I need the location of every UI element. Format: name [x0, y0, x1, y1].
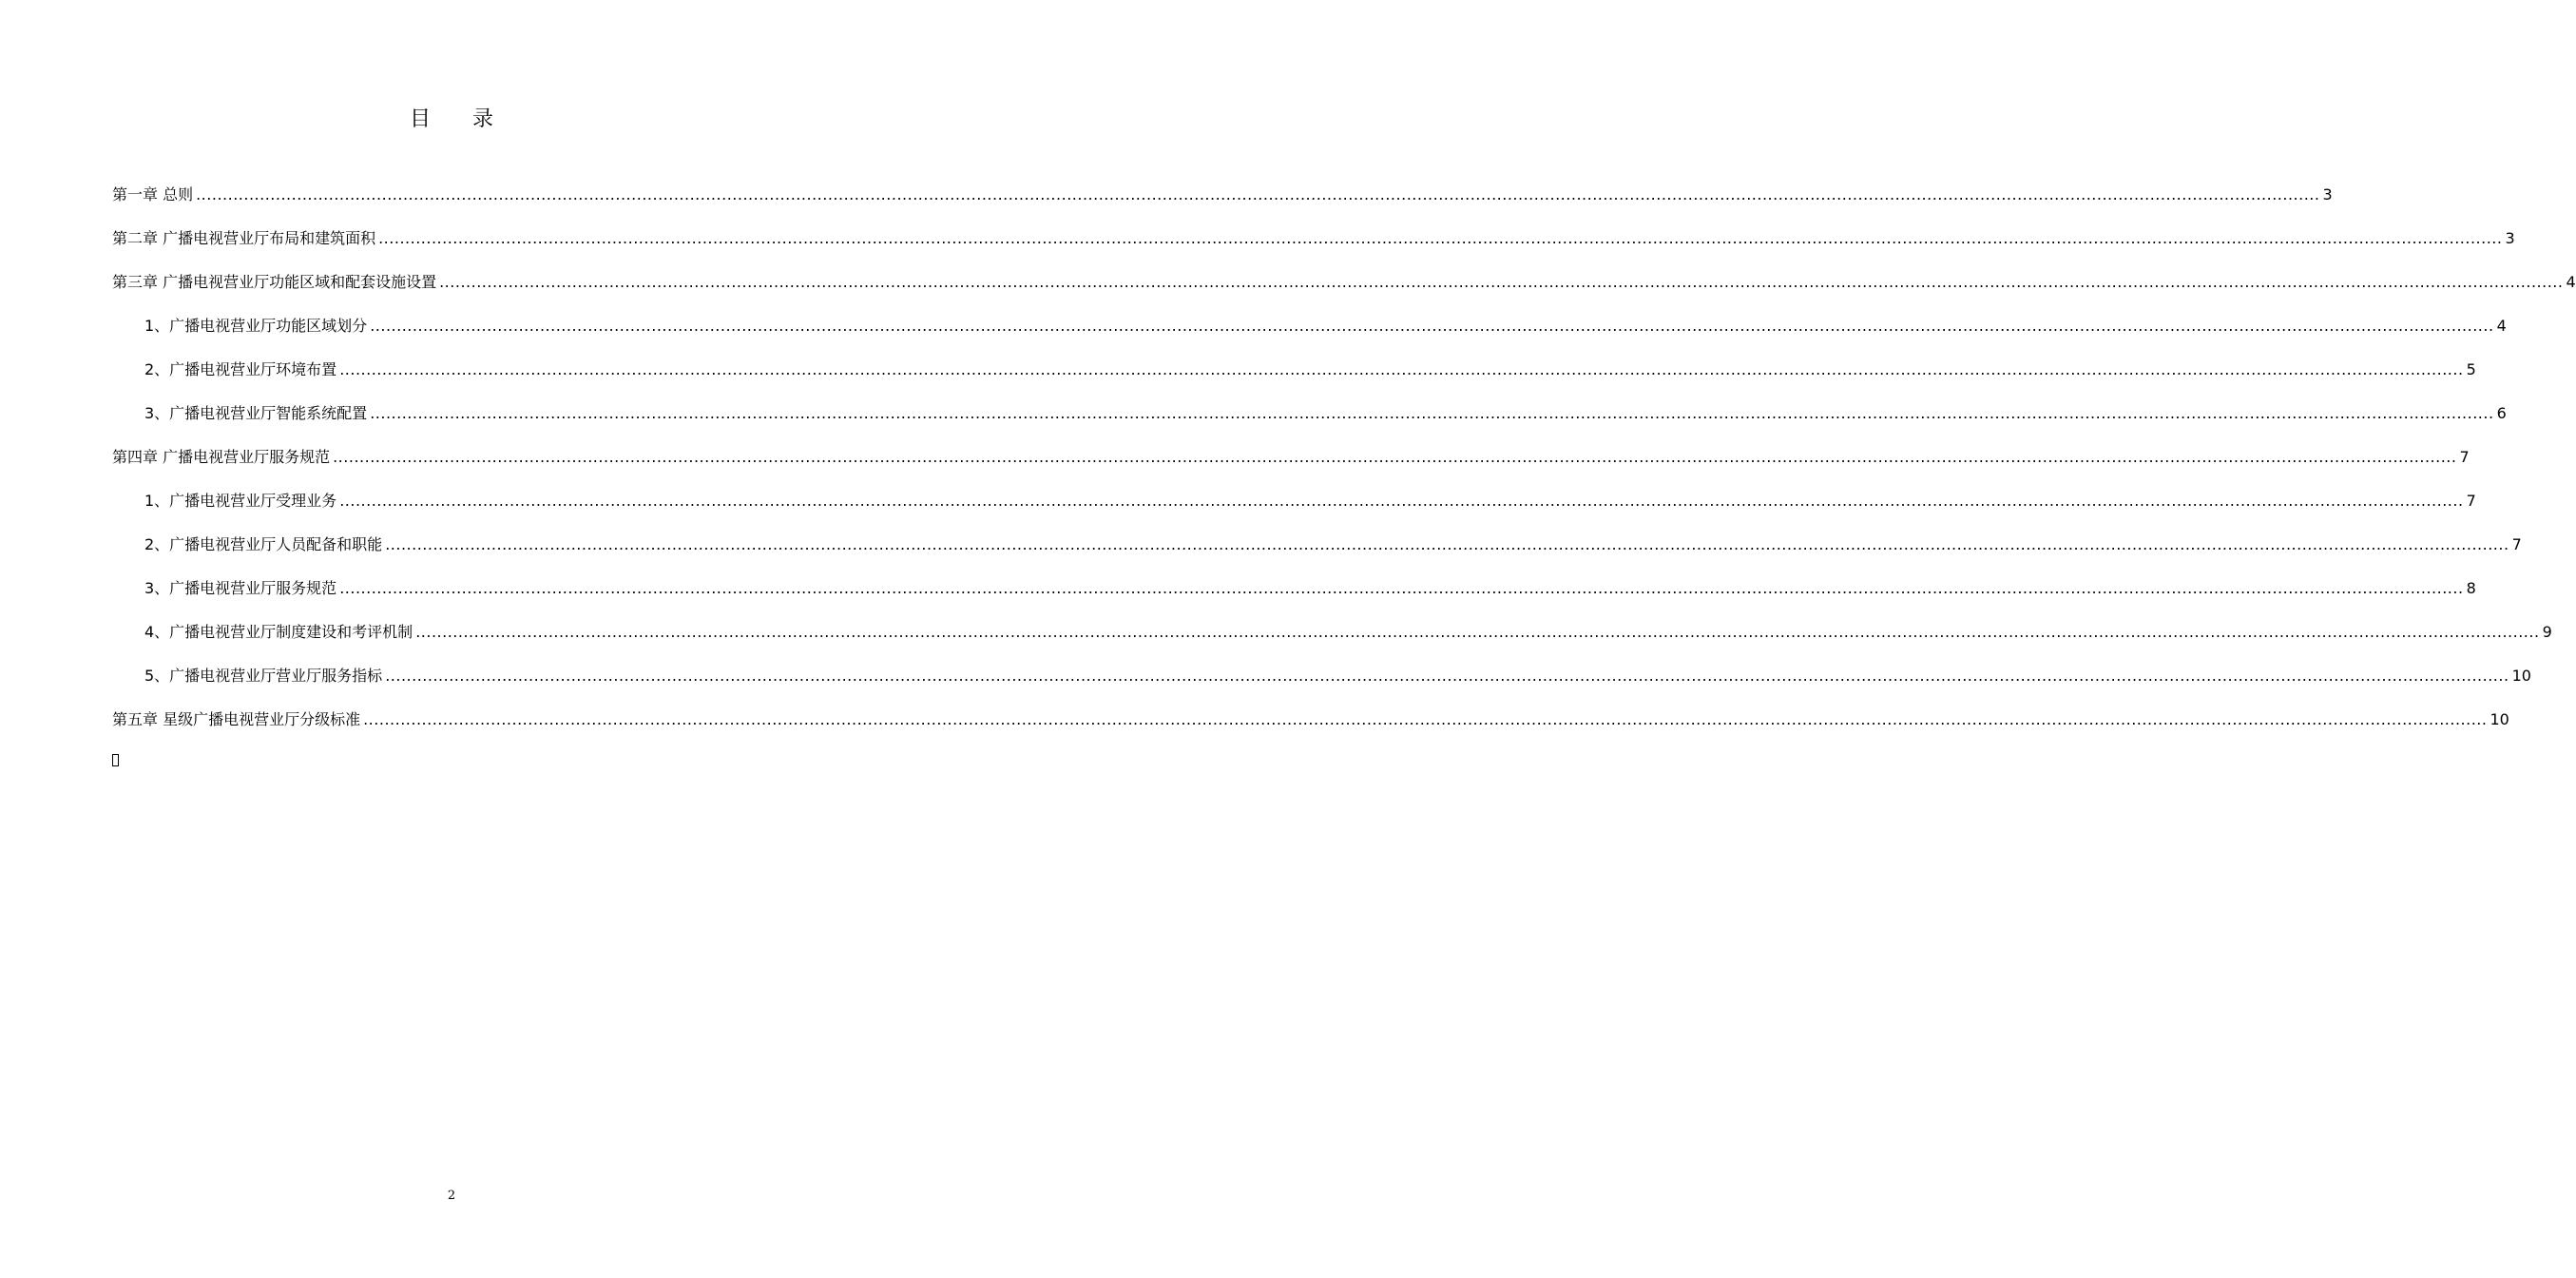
toc-entry-label: 第四章 广播电视营业厅服务规范: [112, 448, 331, 466]
toc-dot-leader: ................................................................................................................................................................................................................................................................................................................................................................................................................: [385, 667, 2509, 685]
toc-entry-page: 8: [2466, 579, 2476, 597]
toc-entry-label: 第一章 总则: [112, 185, 194, 203]
toc-entry-label: 4、广播电视营业厅制度建设和考评机制: [144, 623, 413, 641]
toc-entry[interactable]: [112, 424, 2470, 468]
toc-entry-page: 4: [2566, 273, 2576, 291]
toc-entry-label: 2、广播电视营业厅环境布置: [144, 360, 337, 378]
toc-entry[interactable]: [112, 205, 2515, 249]
toc-entry[interactable]: [112, 380, 2507, 424]
toc-dot-leader: ................................................................................................................................................................................................................................................................................................................................................................................................................: [385, 535, 2509, 553]
toc-dot-leader: ................................................................................................................................................................................................................................................................................................................................................................................................................: [339, 360, 2464, 378]
toc-entry-page: 9: [2542, 623, 2552, 641]
toc-entry[interactable]: [112, 337, 2476, 380]
toc-entry-page: 3: [2322, 185, 2333, 203]
toc-entry-label: 第五章 星级广播电视营业厅分级标准: [112, 710, 361, 728]
toc-entry-label: 第二章 广播电视营业厅布局和建筑面积: [112, 229, 376, 247]
toc-entry[interactable]: [112, 293, 2507, 337]
toc-title: 目 录: [409, 107, 493, 131]
toc-dot-leader: ................................................................................................................................................................................................................................................................................................................................................................................................................: [333, 448, 2457, 466]
toc-entry[interactable]: [112, 512, 2522, 555]
toc-entry-page: 6: [2496, 404, 2507, 422]
toc-dot-leader: ................................................................................................................................................................................................................................................................................................................................................................................................................: [378, 229, 2503, 247]
table-of-contents: [112, 162, 2576, 730]
toc-entry-page: 3: [2505, 229, 2515, 247]
toc-entry[interactable]: [112, 162, 2333, 205]
toc-entry-page: 7: [2511, 535, 2522, 553]
toc-dot-leader: ................................................................................................................................................................................................................................................................................................................................................................................................................: [339, 579, 2464, 597]
toc-entry-page: 7: [2459, 448, 2470, 466]
toc-entry-label: 3、广播电视营业厅智能系统配置: [144, 404, 368, 422]
missing-glyph-icon: [112, 754, 119, 766]
toc-entry[interactable]: [112, 249, 2576, 293]
toc-entry[interactable]: [112, 468, 2476, 512]
toc-dot-leader: ................................................................................................................................................................................................................................................................................................................................................................................................................: [439, 273, 2564, 291]
toc-entry-label: 3、广播电视营业厅服务规范: [144, 579, 337, 597]
toc-entry-page: 4: [2496, 317, 2507, 335]
toc-entry[interactable]: [112, 687, 2509, 730]
toc-entry-label: 5、广播电视营业厅营业厅服务指标: [144, 667, 383, 685]
toc-entry-page: 7: [2466, 492, 2476, 510]
toc-dot-leader: ................................................................................................................................................................................................................................................................................................................................................................................................................: [196, 185, 2320, 203]
toc-entry-page: 10: [2489, 710, 2509, 728]
toc-dot-leader: ................................................................................................................................................................................................................................................................................................................................................................................................................: [370, 404, 2494, 422]
toc-entry-label: 1、广播电视营业厅受理业务: [144, 492, 337, 510]
toc-dot-leader: ................................................................................................................................................................................................................................................................................................................................................................................................................: [363, 710, 2488, 728]
toc-dot-leader: ................................................................................................................................................................................................................................................................................................................................................................................................................: [415, 623, 2540, 641]
toc-dot-leader: ................................................................................................................................................................................................................................................................................................................................................................................................................: [370, 317, 2494, 335]
page-number: 2: [447, 1189, 456, 1203]
toc-entry-page: 10: [2511, 667, 2531, 685]
toc-entry[interactable]: [112, 555, 2476, 599]
toc-entry-label: 2、广播电视营业厅人员配备和职能: [144, 535, 383, 553]
toc-entry[interactable]: [112, 599, 2552, 643]
toc-entry-page: 5: [2466, 360, 2476, 378]
toc-entry-label: 1、广播电视营业厅功能区域划分: [144, 317, 368, 335]
toc-entry[interactable]: [112, 643, 2531, 687]
toc-entry-label: 第三章 广播电视营业厅功能区域和配套设施设置: [112, 273, 437, 291]
toc-dot-leader: ................................................................................................................................................................................................................................................................................................................................................................................................................: [339, 492, 2464, 510]
